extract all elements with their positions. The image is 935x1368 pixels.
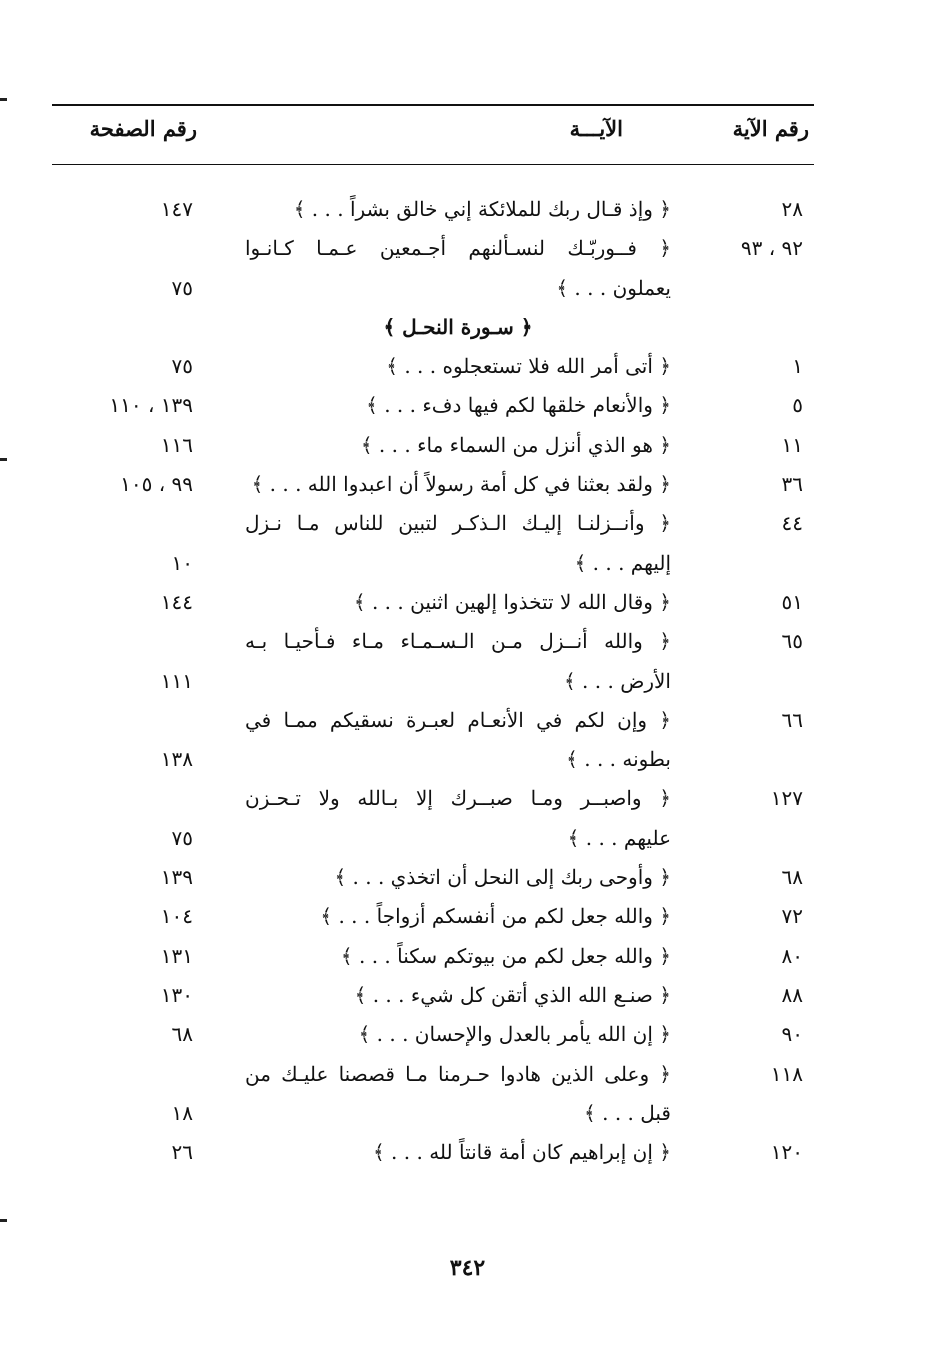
index-table — [0, 190, 935, 1172]
ayah-text: ﴿ ولقد بعثنا في كل أمة رسولاً أن اعبدوا الله . . . ﴾ — [251, 472, 671, 497]
header-ayah-number: رقم الآية — [732, 116, 809, 141]
ayah-number: ٩٠ — [781, 1022, 803, 1047]
ayah-text: ﴿ وأوحى ربك إلى النحل أن اتخذي . . . ﴾ — [334, 865, 671, 890]
ayah-text: ﴿ هو الذي أنزل من السماء ماء . . . ﴾ — [360, 432, 671, 457]
table-row — [0, 504, 935, 543]
ayah-number: ٩٢ ، ٩٣ — [740, 236, 803, 261]
ayah-number: ١١٨ — [770, 1061, 803, 1086]
page-ref: ٧٥ — [171, 275, 193, 300]
ayah-number: ٦٦ — [781, 707, 803, 732]
table-row — [0, 819, 935, 858]
page-ref: ٩٩ ، ١٠٥ — [120, 472, 193, 497]
header-page-number: رقم الصفحة — [89, 116, 197, 141]
table-row — [0, 701, 935, 740]
ayah-text: ﴿ والأنعام خلقها لكم فيها دفء . . . ﴾ — [366, 393, 671, 418]
table-row — [0, 740, 935, 779]
table-row — [0, 1133, 935, 1172]
ayah-text: ﴿ والله جعل لكم من بيوتكم سكناً . . . ﴾ — [340, 943, 671, 968]
top-rule — [52, 104, 814, 106]
ayah-text: إليهم . . . ﴾ — [574, 550, 671, 575]
ayah-number: ٨٠ — [781, 943, 803, 968]
table-row — [0, 1094, 935, 1133]
page-ref: ١١١ — [160, 668, 193, 693]
page-ref: ١١٦ — [160, 432, 193, 457]
table-row — [0, 937, 935, 976]
ayah-text: ﴿ وأنــزلنـا إليـك الـذكـر لتبين للناس مـا نـزل — [245, 511, 671, 536]
ayah-text: ﴿ وإن لكم في الأنعـام لعبـرة نسقيكم ممـا في — [245, 707, 671, 732]
scan-margin-mark — [0, 1219, 7, 1222]
table-row — [0, 583, 935, 622]
ayah-number: ١٢٠ — [770, 1140, 803, 1165]
page-ref: ١٣٩ ، ١١٠ — [109, 393, 193, 418]
table-row — [0, 622, 935, 661]
ayah-text: ﴿ وإذ قـال ربك للملائكة إني خالق بشراً . . . ﴾ — [293, 197, 671, 221]
ayah-text: الأرض . . . ﴾ — [563, 668, 671, 693]
ayah-text: بطونه . . . ﴾ — [566, 747, 671, 772]
table-row — [0, 544, 935, 583]
header-ayah: الآيـــة — [569, 116, 623, 141]
page-ref: ١٠٤ — [160, 904, 193, 929]
page-ref: ٦٨ — [171, 1022, 193, 1047]
table-row — [0, 1055, 935, 1094]
page-ref: ١٨ — [171, 1100, 193, 1125]
ayah-number: ٧٢ — [781, 904, 803, 929]
page-ref: ١٣٩ — [160, 865, 193, 890]
ayah-text: ﴿ إن الله يأمر بالعدل والإحسان . . . ﴾ — [358, 1022, 671, 1047]
scan-margin-mark — [0, 98, 7, 101]
page-ref: ٢٦ — [171, 1140, 193, 1165]
ayah-text: يعملون . . . ﴾ — [556, 275, 671, 300]
ayah-number: ٨٨ — [781, 982, 803, 1007]
table-row — [0, 426, 935, 465]
page-ref: ١٣١ — [160, 943, 193, 968]
page-ref: ١٤٧ — [160, 197, 193, 221]
page-number: ٣٤٢ — [449, 1255, 486, 1281]
table-row — [0, 858, 935, 897]
ayah-text: ﴿ والله جعل لكم من أنفسكم أزواجاً . . . ﴾ — [320, 904, 671, 929]
table-row — [0, 779, 935, 818]
ayah-text: قبل . . . ﴾ — [584, 1100, 671, 1125]
ayah-text: ﴿ وقال الله لا تتخذوا إلهين اثنين . . . ﴾ — [353, 589, 671, 614]
page-ref: ١٤٤ — [160, 589, 193, 614]
page-ref: ١٣٠ — [160, 982, 193, 1007]
ayah-number: ٦٥ — [781, 629, 803, 654]
table-row — [0, 897, 935, 936]
table-row — [0, 465, 935, 504]
table-row — [0, 347, 935, 386]
ayah-text: عليهم . . . ﴾ — [567, 825, 671, 850]
ayah-number: ١٢٧ — [770, 786, 803, 811]
table-row — [0, 229, 935, 268]
ayah-text: ﴿ والله أنــزل مـن الـسـمـاء مـاء فـأحيـا بـه — [245, 629, 671, 654]
table-row — [0, 976, 935, 1015]
ayah-number: ٦٨ — [781, 865, 803, 890]
page-ref: ١٠ — [171, 550, 193, 575]
ayah-number: ٣٦ — [781, 472, 803, 497]
page-ref: ٧٥ — [171, 825, 193, 850]
ayah-text: ﴿ فــوربّـك لنسـألنهم أجـمعين عـمـا كـانـوا — [245, 236, 671, 261]
table-row — [0, 662, 935, 701]
ayah-number: ٢٨ — [781, 197, 803, 221]
ayah-number: ٥١ — [781, 589, 803, 614]
ayah-text: ﴿ واصبــر ومـا صبــرك إلا بـالله ولا تـحـزن — [245, 786, 671, 811]
page-ref: ١٣٨ — [160, 747, 193, 772]
ayah-text: ﴿ صنـع الله الذي أتقن كل شيء . . . ﴾ — [354, 982, 671, 1007]
table-row — [0, 190, 935, 229]
header-rule — [52, 164, 814, 165]
table-row — [0, 269, 935, 308]
ayah-number: ١١ — [781, 432, 803, 457]
ayah-number: ٥ — [792, 393, 803, 418]
scan-margin-mark — [0, 458, 7, 461]
table-row — [0, 386, 935, 425]
ayah-text: ﴿ أتى أمر الله فلا تستعجلوه . . . ﴾ — [386, 354, 671, 379]
ayah-number: ٤٤ — [781, 511, 803, 536]
surah-heading-row — [0, 308, 935, 347]
ayah-number: ١ — [792, 354, 803, 379]
page-ref: ٧٥ — [171, 354, 193, 379]
ayah-text: ﴿ إن إبراهيم كان أمة قانتاً لله . . . ﴾ — [372, 1140, 671, 1165]
ayah-text: ﴿ وعلى الذين هادوا حـرمنا مـا قصصنا عليـك من — [245, 1061, 671, 1086]
table-row — [0, 1015, 935, 1054]
surah-heading: ﴿ سـورة النحـل ﴾ — [383, 314, 533, 339]
